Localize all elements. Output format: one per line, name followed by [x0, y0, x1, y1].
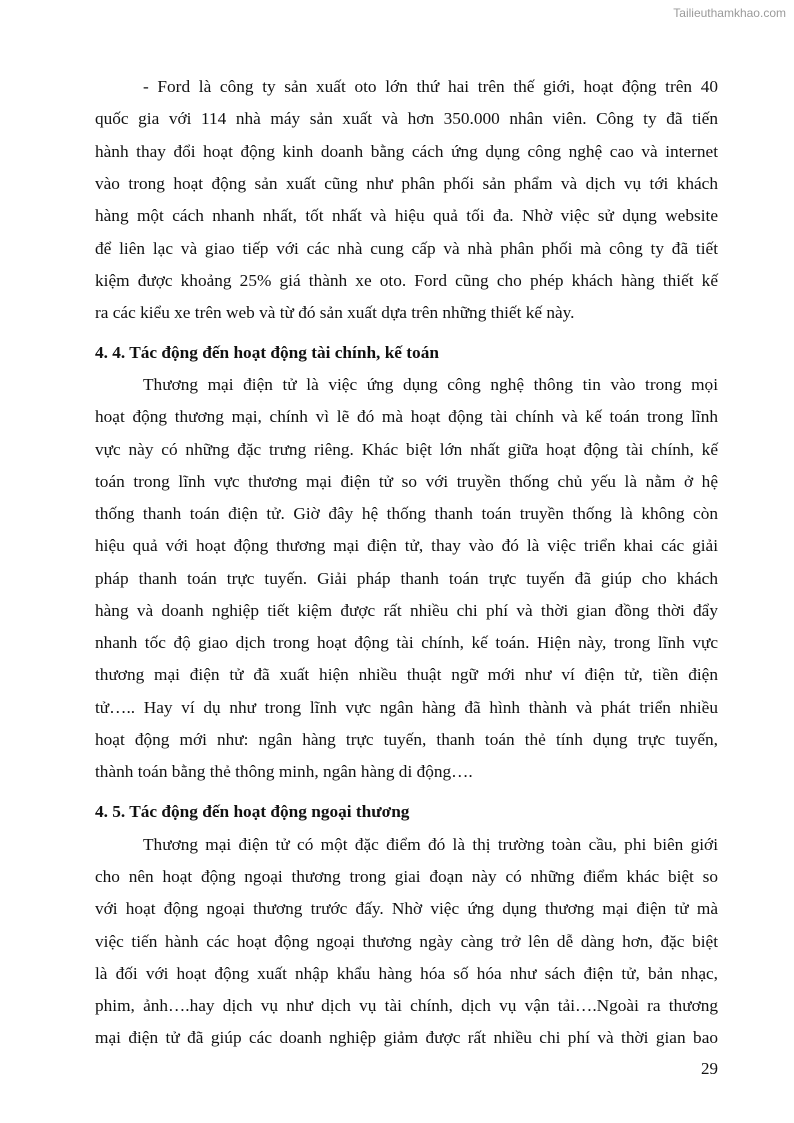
text-line: cho nên hoạt động ngoại thương trong giai đoạn này có những điểm khác biệt so [95, 867, 718, 886]
text-line: vào trong hoạt động sản xuất cũng như phân phối sản phẩm và dịch vụ tới khách [95, 174, 718, 193]
text-line: tử….. Hay ví dụ như trong lĩnh vực ngân hàng đã hình thành và phát triển nhiều [95, 698, 718, 717]
text-line: hiệu quả với hoạt động thương mại điện tử, thay vào đó là việc triển khai các giải [95, 536, 718, 555]
text-line: Thương mại điện tử là việc ứng dụng công nghệ thông tin vào trong mọi [143, 375, 718, 394]
text-line: mại điện tử đã giúp các doanh nghiệp giảm được rất nhiều chi phí và thời gian bao [95, 1028, 718, 1047]
text-line: pháp thanh toán trực tuyến. Giải pháp thanh toán trực tuyến đã giúp cho khách [95, 569, 718, 588]
text-line: kiệm được khoảng 25% giá thành xe oto. Ford cũng cho phép khách hàng thiết kế [95, 271, 718, 290]
text-line: nhanh tốc độ giao dịch trong hoạt động tài chính, kế toán. Hiện này, trong lĩnh vực [95, 633, 718, 652]
text-line: để liên lạc và giao tiếp với các nhà cung cấp và nhà phân phối mà công ty đã tiết [95, 239, 718, 258]
text-line: hàng một cách nhanh nhất, tốt nhất và hiệu quả tối đa. Nhờ việc sử dụng website [95, 206, 718, 225]
text-line: hoạt động mới như: ngân hàng trực tuyến, thanh toán thẻ tính dụng trực tuyến, [95, 730, 718, 749]
text-line: với hoạt động ngoại thương trước đấy. Nhờ việc ứng dụng thương mại điện tử mà [95, 899, 718, 918]
text-line: hàng và doanh nghiệp tiết kiệm được rất nhiều chi phí và thời gian đồng thời đẩy [95, 601, 718, 620]
text-line: ra các kiểu xe trên web và từ đó sản xuất dựa trên những thiết kế này. [95, 303, 575, 322]
text-line: - Ford là công ty sản xuất oto lớn thứ hai trên thế giới, hoạt động trên 40 [143, 77, 718, 96]
text-line: việc tiến hành các hoạt động ngoại thương ngày càng trở lên dễ dàng hơn, đặc biệt [95, 932, 718, 951]
page-number: 29 [701, 1059, 718, 1078]
watermark: Tailieuthamkhao.com [673, 6, 786, 20]
text-line: thành toán bằng thẻ thông minh, ngân hàng di động…. [95, 762, 473, 781]
text-line: hoạt động thương mại, chính vì lẽ đó mà hoạt động tài chính và kế toán trong lĩnh [95, 407, 718, 426]
text-line: quốc gia với 114 nhà máy sản xuất và hơn 350.000 nhân viên. Công ty đã tiến [95, 109, 718, 128]
text-line: hành thay đổi hoạt động kinh doanh bằng cách ứng dụng công nghệ cao và internet [95, 142, 718, 161]
text-line: thống thanh toán điện tử. Giờ đây hệ thống thanh toán truyền thống là không còn [95, 504, 718, 523]
text-line: toán trong lĩnh vực thương mại điện tử so với truyền thống chủ yếu là nằm ở hệ [95, 472, 718, 491]
text-line: là đối với hoạt động xuất nhập khẩu hàng hóa số hóa như sách điện tử, bản nhạc, [95, 964, 718, 983]
text-line: thương mại điện tử đã xuất hiện nhiều thuật ngữ mới như ví điện tử, tiền điện [95, 665, 718, 684]
text-line: Thương mại điện tử có một đặc điểm đó là thị trường toàn cầu, phi biên giới [143, 835, 718, 854]
section-heading-4-5: 4. 5. Tác động đến hoạt động ngoại thương [95, 802, 410, 821]
text-line: vực này có những đặc trưng riêng. Khác biệt lớn nhất giữa hoạt động tài chính, kế [95, 440, 718, 459]
text-line: phim, ảnh….hay dịch vụ như dịch vụ tài chính, dịch vụ vận tải….Ngoài ra thương [95, 996, 718, 1015]
section-heading-4-4: 4. 4. Tác động đến hoạt động tài chính, kế toán [95, 343, 439, 362]
